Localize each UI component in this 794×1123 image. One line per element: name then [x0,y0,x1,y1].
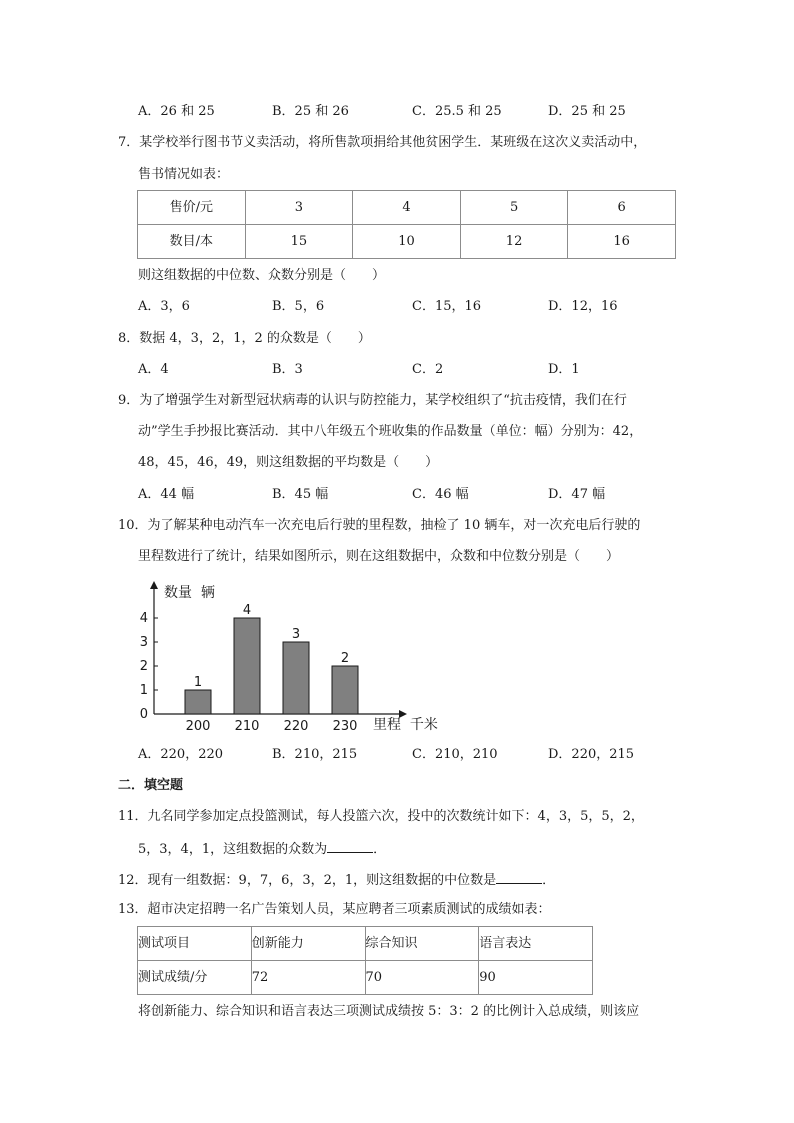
bar [332,666,358,714]
q8-line-1: 8．数据 4，3，2，1，2 的众数是（ ） [118,331,371,346]
table-cell: 数目/本 [138,225,246,259]
y-tick-label: 2 [139,659,148,674]
table-cell: 72 [251,961,365,995]
x-tick-label: 210 [234,719,260,734]
q9-line-3: 48，45，46，49，则这组数据的平均数是（ ） [138,455,439,470]
q11-answer-blank[interactable] [327,840,373,853]
table-cell: 4 [353,191,461,225]
bar-data-label: 2 [340,651,350,666]
x-tick-label: 200 [185,719,211,734]
question-12 [118,871,555,889]
q11-line-2-end: ． [373,842,387,857]
table-cell: 售价/元 [138,191,246,225]
q10-option-b: B．210，215 [272,747,358,762]
q7-option-a: A．3，6 [138,299,190,314]
table-cell: 15 [245,225,353,259]
q11-line-2 [138,840,386,858]
q9-line-2: 动”学生手抄报比赛活动．其中八年级五个班收集的作品数量（单位：幅）分别为：42， [138,424,643,439]
q10-line-2: 里程数进行了统计，结果如图所示，则在这组数据中，众数和中位数分别是（ ） [138,549,620,564]
bar-data-label: 4 [242,603,252,618]
table-row [138,927,593,961]
q9-line-1: 9．为了增强学生对新型冠状病毒的认识与防控能力，某学校组织了“抗击疫情，我们在行 [118,393,627,408]
table-cell: 12 [460,225,568,259]
q7-line-2: 售书情况如表： [138,167,230,182]
table-row [138,225,676,259]
table-cell: 测试成绩/分 [138,961,252,995]
table-cell: 10 [353,225,461,259]
bar-chart [130,575,450,737]
y-tick-label: 4 [139,611,148,626]
q8-option-b: B．3 [272,362,303,377]
q13-line-1: 13．超市决定招聘一名广告策划人员，某应聘者三项素质测试的成绩如表： [118,902,551,917]
q10-option-d: D．220，215 [548,747,635,762]
x-axis-label: 里程 千米 [373,717,438,733]
q10-line-1: 10．为了解某种电动汽车一次充电后行驶的里程数，抽检了 10 辆车，对一次充电后行驶的 [118,518,641,533]
y-axis-label: 数量 辆 [164,585,215,601]
table-cell: 语言表达 [479,927,593,961]
q9-option-c: C．46 幅 [412,487,469,502]
x-tick-label: 230 [332,719,358,734]
table-cell: 3 [245,191,353,225]
q6-option-b: B．25 和 26 [272,104,349,119]
q12-text: 12．现有一组数据：9，7，6，3，2，1，则这组数据的中位数是 [118,873,497,888]
q8-option-d: D．1 [548,362,580,377]
bar [283,642,309,714]
q7-line-1: 7．某学校举行图书节义卖活动，将所售款项捐给其他贫困学生．某班级在这次义卖活动中， [118,135,647,150]
q8-option-c: C．2 [412,362,444,377]
q8-option-a: A．4 [138,362,169,377]
table-cell: 70 [365,961,479,995]
table-cell: 创新能力 [251,927,365,961]
q7-option-c: C．15，16 [412,299,482,314]
q11-line-1: 11．九名同学参加定点投篮测试，每人投篮六次，投中的次数统计如下：4，3，5，5，2， [118,809,644,824]
table-cell: 5 [460,191,568,225]
table-cell: 6 [568,191,676,225]
q13-table [137,926,593,995]
q12-end: ． [542,873,556,888]
q7-table [137,190,676,259]
q9-option-d: D．47 幅 [548,487,606,502]
table-cell: 90 [479,961,593,995]
bar-data-label: 3 [291,627,301,642]
table-row [138,191,676,225]
q10-option-a: A．220，220 [138,747,224,762]
x-tick-label: 220 [283,719,309,734]
y-tick-label: 0 [139,707,148,722]
q7-option-d: D．12，16 [548,299,618,314]
q9-option-b: B．45 幅 [272,487,329,502]
y-tick-label: 3 [139,635,148,650]
table-row [138,961,593,995]
q13-line-2: 将创新能力、综合知识和语言表达三项测试成绩按 5：3：2 的比例计入总成绩，则该应 [138,1004,640,1019]
q7-option-b: B．5，6 [272,299,325,314]
q9-option-a: A．44 幅 [138,487,195,502]
q7-question: 则这组数据的中位数、众数分别是（ ） [138,268,386,283]
bar-data-label: 1 [193,675,203,690]
bar [234,618,260,714]
q10-option-c: C．210，210 [412,747,498,762]
y-tick-label: 1 [139,683,148,698]
q11-line-2-text: 5，3，4，1，这组数据的众数为 [138,842,328,857]
table-cell: 综合知识 [365,927,479,961]
q6-option-d: D．25 和 25 [548,104,626,119]
bar [185,690,211,714]
table-cell: 16 [568,225,676,259]
table-cell: 测试项目 [138,927,252,961]
q6-option-c: C．25.5 和 25 [412,104,502,119]
q6-option-a: A．26 和 25 [138,104,215,119]
q12-answer-blank[interactable] [496,871,542,884]
section-title: 二．填空题 [118,778,184,793]
